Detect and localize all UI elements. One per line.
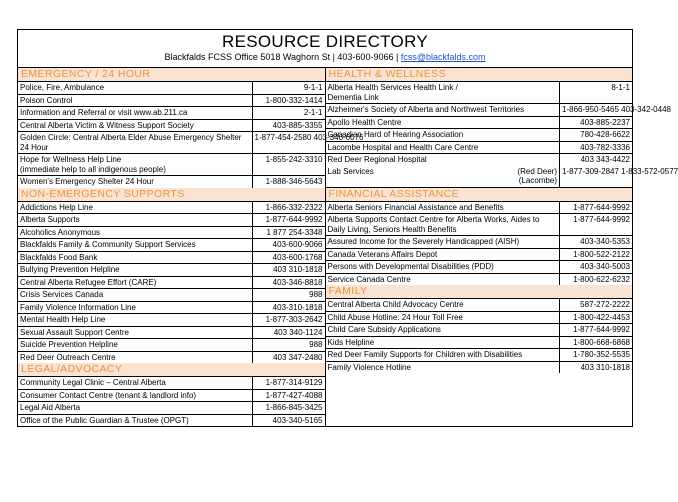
- resource-name: Blackfalds Food Bank: [20, 252, 98, 262]
- resource-phone: 1-866-950-5465 403-342-0448: [559, 104, 632, 116]
- office-info: Blackfalds FCSS Office 5018 Waghorn St | 403-600-9066 |: [164, 52, 401, 62]
- resource-name: Central Alberta Child Advocacy Centre: [327, 300, 464, 309]
- table-row: [18, 277, 325, 290]
- table-row: [326, 142, 633, 155]
- table-row: [326, 129, 633, 142]
- resource-name: Central Alberta Refugee Effort (CARE): [20, 277, 157, 287]
- lab-services-name: Lab Services: [327, 166, 374, 176]
- table-row: [326, 154, 633, 166]
- resource-name: Police, Fire, Ambulance: [20, 83, 105, 92]
- resource-name: Addictions Help Line: [20, 202, 93, 212]
- table-row: [18, 339, 325, 352]
- resource-name: Red Deer Outreach Centre: [20, 352, 116, 362]
- resource-phone: 1-800-522-2122: [559, 249, 632, 261]
- table-row: [326, 236, 633, 249]
- table-row: [18, 415, 325, 427]
- resource-name: Canadian Hard of Hearing Association: [327, 130, 464, 139]
- family-list: [326, 299, 633, 373]
- table-row: [326, 324, 633, 337]
- resource-phone: 587-272-2222: [559, 299, 632, 311]
- resource-name: Red Deer Regional Hospital: [327, 155, 427, 164]
- resource-name: Alberta Supports: [20, 215, 80, 224]
- table-row: [326, 82, 633, 104]
- resource-name: Apollo Health Centre: [327, 117, 402, 127]
- table-row: [326, 261, 633, 274]
- resource-name: Mental Health Help Line: [20, 315, 106, 324]
- resource-phone: 403 343-4422: [559, 154, 632, 166]
- resource-phone: 988: [252, 289, 325, 301]
- resource-name: Persons with Developmental Disabilities (PDD): [327, 262, 494, 271]
- resource-phone: 403-346-8818: [252, 277, 325, 289]
- resource-phone: 403-600-1768: [252, 252, 325, 264]
- table-row: [18, 176, 325, 188]
- table-row: [18, 95, 325, 108]
- table-row: [18, 239, 325, 252]
- table-row: [18, 352, 325, 364]
- resource-name: Poison Control: [20, 95, 73, 105]
- directory-header: [18, 30, 632, 68]
- resource-phone: 1-877-644-9992: [559, 214, 632, 235]
- table-row: [18, 264, 325, 277]
- table-row: [326, 166, 678, 188]
- resource-name: Blackfalds Family & Community Support Services: [20, 240, 196, 249]
- resource-name: Alberta Supports Contact Centre for Alberta Works, Aides to Daily Living, Seniors Health Benefits: [327, 215, 540, 234]
- resource-name: Information and Referral or visit www.ab.211.ca: [20, 108, 188, 117]
- resource-name: Kids Helpline: [327, 337, 375, 347]
- resource-name: Service Canada Centre: [327, 274, 411, 284]
- table-row: [18, 402, 325, 415]
- resource-name: Community Legal Clinic – Central Alberta: [20, 378, 166, 387]
- resource-phone: 1-780-352-5535: [559, 349, 632, 361]
- resource-phone: 780-428-6622: [559, 129, 632, 141]
- resource-name: Consumer Contact Centre (tenant & landlord info): [20, 390, 197, 400]
- resource-name: Red Deer Family Supports for Children with Disabilities: [327, 350, 523, 359]
- resource-directory: [17, 29, 678, 427]
- resource-phone: 1-866-332-2322: [252, 202, 325, 214]
- lab-services-cell: [326, 166, 560, 187]
- resource-phone: 403-600-9066: [252, 239, 325, 251]
- resource-phone: 1-855-242-3310: [252, 154, 325, 175]
- lab-services-locations: (Red Deer) (Lacombe): [517, 166, 557, 185]
- email-link[interactable]: fcss@blackfalds.com: [400, 52, 486, 62]
- section-legal: LEGAL/ADVOCACY: [18, 363, 325, 377]
- resource-phone: 403-885-3355: [252, 120, 325, 132]
- resource-phone: 403 310-1818: [252, 264, 325, 276]
- page-title: RESOURCE DIRECTORY: [222, 32, 428, 51]
- financial-list: [326, 202, 633, 286]
- table-row: [18, 214, 325, 227]
- page-subtitle: [18, 51, 632, 63]
- resource-name: Alcoholics Anonymous: [20, 227, 101, 237]
- table-row: [18, 289, 325, 302]
- table-row: [18, 314, 325, 327]
- table-row: [18, 132, 364, 154]
- health-list: [326, 82, 671, 166]
- resource-name: Assured Income for the Severely Handicapped (AISH): [327, 237, 520, 246]
- section-health: HEALTH & WELLNESS: [326, 68, 633, 82]
- resource-phone: 403-340-5165: [252, 415, 325, 427]
- resource-phone: 1-866-845-3425: [252, 402, 325, 414]
- table-row: [18, 327, 325, 340]
- lab-services-phone: 1-877-309-2847 1-833-572-0577: [559, 166, 632, 187]
- resource-phone: 1-877-644-9992: [559, 324, 632, 336]
- non-emergency-list: [18, 202, 325, 364]
- resource-phone: 1-800-422-4453: [559, 312, 632, 324]
- resource-phone: 1-877-314-9129: [252, 377, 325, 389]
- table-row: [18, 107, 325, 120]
- resource-phone: 1-888-346-5643: [252, 176, 325, 188]
- resource-name: Sexual Assault Support Centre: [20, 327, 129, 337]
- table-row: [326, 214, 633, 236]
- resource-name: Alberta Health Services Health Link / Dementia Link: [327, 83, 458, 102]
- resource-phone: 403-782-3336: [559, 142, 632, 154]
- resource-name: Canada Veterans Affairs Depot: [327, 249, 438, 259]
- resource-name: Family Violence Hotline: [327, 362, 411, 372]
- table-row: [326, 274, 633, 286]
- section-emergency: EMERGENCY / 24 HOUR: [18, 68, 325, 82]
- resource-name: Central Alberta Victim & Witness Support Society: [20, 120, 194, 130]
- right-column: [326, 68, 678, 426]
- resource-name: Child Care Subsidy Applications: [327, 325, 441, 334]
- resource-phone: 403 310-1818: [559, 362, 632, 374]
- resource-phone: 1-800-622-6232: [559, 274, 632, 286]
- resource-name: Hope for Wellness Help Line (immediate help to all indigenous people): [20, 155, 166, 174]
- resource-name: Women's Emergency Shelter 24 Hour: [20, 177, 154, 186]
- resource-phone: 403-340-5003: [559, 261, 632, 273]
- resource-name: Child Abuse Hotline: 24 Hour Toll Free: [327, 312, 463, 322]
- table-row: [18, 377, 325, 390]
- resource-name: Legal Aid Alberta: [20, 403, 81, 412]
- table-row: [18, 390, 325, 403]
- resource-phone: 2-1-1: [252, 107, 325, 119]
- resource-name: Bullying Prevention Helpline: [20, 265, 120, 274]
- table-row: [326, 104, 671, 117]
- table-row: [18, 252, 325, 265]
- table-row: [18, 202, 325, 215]
- section-family: FAMILY: [326, 285, 633, 299]
- section-financial: FINANCIAL ASSISTANCE: [326, 188, 633, 202]
- resource-name: Family Violence Information Line: [20, 302, 136, 312]
- resource-name: Suicide Prevention Helpline: [20, 340, 118, 349]
- resource-name: Crisis Services Canada: [20, 290, 104, 299]
- resource-phone: 403 340-1124: [252, 327, 325, 339]
- resource-phone: 9-1-1: [252, 82, 325, 94]
- resource-name: Alberta Seniors Financial Assistance and Benefits: [327, 202, 504, 212]
- resource-name: Lacombe Hospital and Health Care Centre: [327, 142, 479, 152]
- table-row: [326, 299, 633, 312]
- resource-phone: 1-877-644-9992: [559, 202, 632, 214]
- table-row: [18, 120, 325, 133]
- resource-phone: 988: [252, 339, 325, 351]
- table-row: [18, 154, 325, 176]
- table-row: [326, 349, 633, 362]
- table-row: [326, 337, 633, 350]
- resource-name: Office of the Public Guardian & Trustee (OPGT): [20, 415, 189, 425]
- resource-phone: 1-877-427-4088: [252, 390, 325, 402]
- table-row: [18, 227, 325, 240]
- table-row: [326, 202, 633, 215]
- resource-name: Alzheimer's Society of Alberta and Northwest Territories: [327, 105, 525, 114]
- legal-list: [18, 377, 325, 426]
- table-row: [326, 249, 633, 262]
- resource-phone: 403-885-2237: [559, 117, 632, 129]
- resource-phone: 1-877-303-2642: [252, 314, 325, 326]
- resource-phone: 1-800-332-1414: [252, 95, 325, 107]
- table-row: [326, 117, 633, 130]
- section-non-emergency: NON-EMERGENCY SUPPORTS: [18, 188, 325, 202]
- table-row: [326, 312, 633, 325]
- resource-phone: 403-310-1818: [252, 302, 325, 314]
- resource-name: Golden Circle: Central Alberta Elder Abuse Emergency Shelter 24 Hour: [20, 133, 242, 152]
- resource-phone: 403 347-2480: [252, 352, 325, 364]
- resource-phone: 1 877 254-3348: [252, 227, 325, 239]
- resource-phone: 1-800-668-6868: [559, 337, 632, 349]
- resource-phone: 403-340-5353: [559, 236, 632, 248]
- table-row: [18, 82, 325, 95]
- resource-phone: 1-877-644-9992: [252, 214, 325, 226]
- resource-phone: 1-877-454-2580 403-346-6076: [252, 132, 325, 153]
- table-row: [326, 362, 633, 374]
- table-row: [18, 302, 325, 315]
- resource-phone: 8-1-1: [559, 82, 632, 103]
